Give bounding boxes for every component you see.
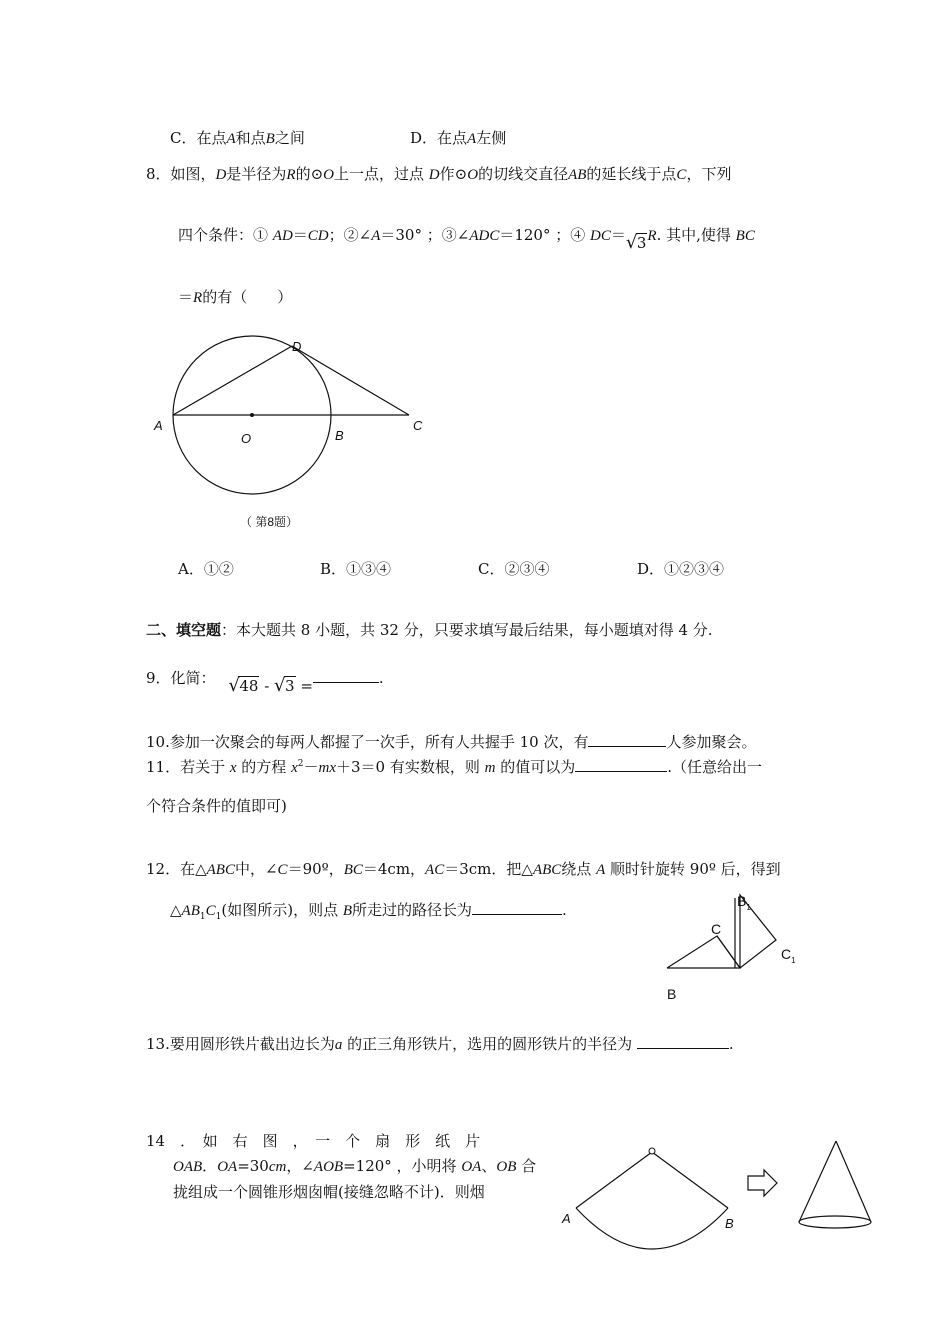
q12-label-b: B — [667, 986, 677, 1002]
sqrt-3: √ 3 — [625, 232, 647, 253]
q9: 9．化简： √ 48 - √ 3 = . — [146, 669, 384, 696]
q12-label-b1: $B_1$ — [737, 893, 751, 912]
q7-option-c: C．在点A和点B之间 — [170, 129, 305, 147]
q14-line1: 14 ． 如 右 图 ， 一 个 扇 形 纸 片 — [146, 1132, 481, 1150]
q8-label-o: O — [241, 431, 252, 446]
q8-line2: 四个条件：① AD＝CD；②∠A＝30° ；③∠ADC＝120° ；④ DC＝ √ 3R. 其中,使得 BC — [178, 226, 755, 253]
q11-line2: 个符合条件的值即可) — [146, 797, 287, 815]
sector-arc — [576, 1208, 728, 1249]
q8-label-d: D — [292, 339, 302, 354]
q12-label-c1: $C_1$ — [781, 946, 796, 965]
q11-line1: 11．若关于 x 的方程 $x^2-mx+3=0$ 有实数根，则 m 的值可以为 .（任意给出一 — [146, 758, 763, 776]
q8-option-c: C．②③④ — [478, 560, 550, 578]
sqrt-3-q9: √ 3 — [274, 675, 295, 696]
arrow-right-icon — [748, 1170, 777, 1196]
q14-line2: OAB．OA=30cm，∠AOB=120° ，小明将 OA、OB 合 — [173, 1157, 537, 1175]
q8-label-c: C — [413, 418, 423, 433]
q10: 10.参加一次聚会的每两人都握了一次手，所有人共握手 10 次，有 人参加聚会。 — [146, 733, 757, 751]
cone-left-edge — [799, 1141, 836, 1222]
sqrt-48: √ 48 — [228, 675, 259, 696]
q8-option-a: A．①② — [178, 560, 234, 578]
q12-line2: $\triangle AB_1C_1$(如图所示)，则点 B所走过的路径长为 . — [170, 901, 567, 922]
sector-radius-oa — [576, 1152, 652, 1208]
q8-line3: ＝R的有（ ） — [178, 288, 293, 306]
q8-line1: 8．如图，D是半径为R的⊙O上一点，过点 D作⊙O的切线交直径AB的延长线于点C，下列 — [146, 165, 732, 183]
q8-caption: （ 第8题） — [240, 515, 299, 529]
sector-vertex-o — [649, 1148, 655, 1154]
q14-label-a: A — [562, 1211, 571, 1226]
q12-label-c: C — [711, 921, 722, 937]
q14-line3: 拢组成一个圆锥形烟囱帽(接缝忽略不计)．则烟 — [173, 1183, 485, 1201]
q14-label-b: B — [725, 1216, 734, 1231]
q7-option-d: D．在点A左侧 — [410, 129, 507, 147]
q12-line1: 12．在△ABC中，∠C＝90º，BC＝4cm，AC＝3cm．把△ABC绕点 A 顺时针旋转 90º 后，得到 — [146, 860, 781, 878]
q8-label-a: A — [154, 418, 163, 433]
sector-radius-ob — [652, 1152, 728, 1208]
q8-option-b: B．①③④ — [320, 560, 392, 578]
cone-right-edge — [836, 1141, 871, 1222]
q8-option-d: D．①②③④ — [637, 560, 725, 578]
section2-heading: 二、填空题：本大题共 8 小题，共 32 分，只要求填写最后结果，每小题填对得 4 分. — [146, 621, 713, 639]
q8-label-b: B — [335, 428, 344, 443]
q13: 13.要用圆形铁片截出边长为a 的正三角形铁片，选用的圆形铁片的半径为 . — [146, 1035, 734, 1053]
cone-base — [799, 1216, 871, 1228]
